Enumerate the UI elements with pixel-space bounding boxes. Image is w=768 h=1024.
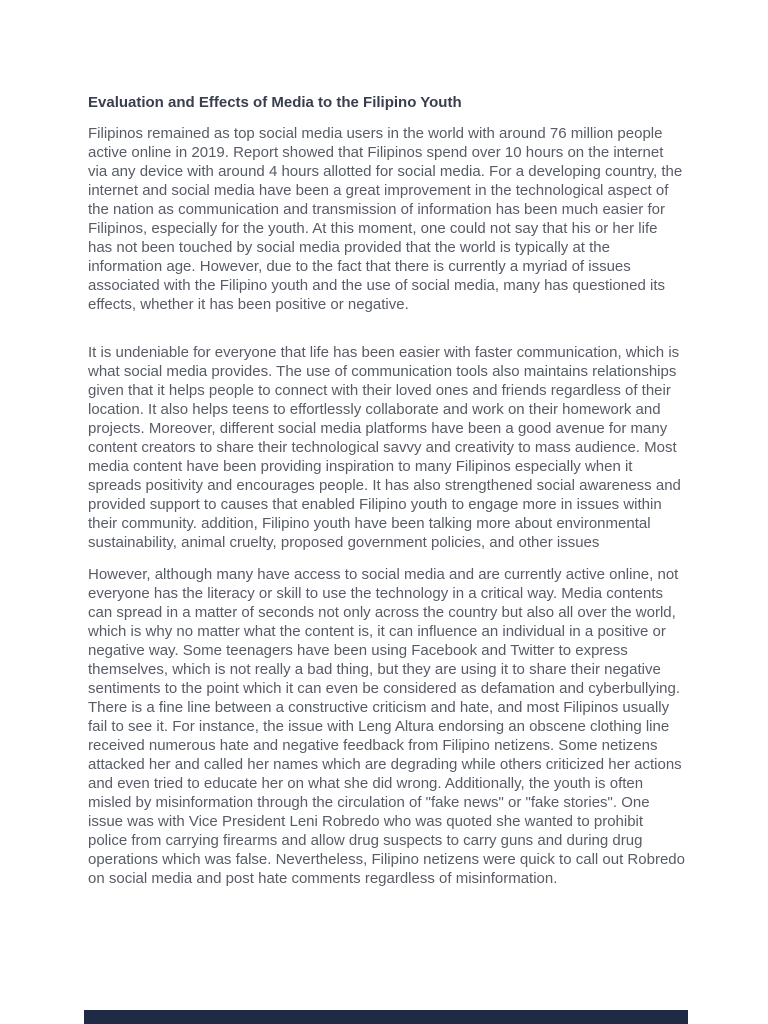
document-content xyxy=(88,93,685,901)
bottom-bar xyxy=(84,1010,688,1024)
paragraph-3: However, although many have access to social media and are currently active online, not everyone has the literacy or skill to use the technology in a critical way. Media contents can spread in a matter of seconds not only across the country but also all over the world, which is why no matter what the content is, it can influence an individual in a positive or negative way. Some teenagers have been using Facebook and Twitter to express themselves, which is not really a bad thing, but they are using it to share their negative sentiments to the point which it can even be considered as defamation and cyberbullying. There is a fine line between a constructive criticism and hate, and most Filipinos usually fail to see it. For instance, the issue with Leng Altura endorsing an obscene clothing line received numerous hate and negative feedback from Filipino netizens. Some netizens attacked her and called her names which are degrading while others criticized her actions and even tried to educate her on what she did wrong. Additionally, the youth is often misled by misinformation through the circulation of "fake news" or "fake stories". One issue was with Vice President Leni Robredo who was quoted she wanted to prohibit police from carrying firearms and allow drug suspects to carry guns and during drug operations which was false. Nevertheless, Filipino netizens were quick to call out Robredo on social media and post hate comments regardless of misinformation. xyxy=(88,566,685,887)
paragraph-2: It is undeniable for everyone that life has been easier with faster communication, which is what social media provides. The use of communication tools also maintains relationships given that it helps people to connect with their loved ones and friends regardless of their location. It also helps teens to effortlessly collaborate and work on their homework and projects. Moreover, different social media platforms have been a good avenue for many content creators to share their technological savvy and creativity to mass audience. Most media content have been providing inspiration to many Filipinos especially when it spreads positivity and encourages people. It has also strengthened social awareness and provided support to causes that enabled Filipino youth to engage more in issues within their community. addition, Filipino youth have been talking more about environmental sustainability, animal cruelty, proposed government policies, and other issues xyxy=(88,344,681,551)
paragraph-1: Filipinos remained as top social media users in the world with around 76 million people active online in 2019. Report showed that Filipinos spend over 10 hours on the internet via any device with around 4 hours allotted for social media. For a developing country, the internet and social media have been a great improvement in the technological aspect of the nation as communication and transmission of information has been much easier for Filipinos, especially for the youth. At this moment, one could not say that his or her life has not been touched by social media provided that the world is typically at the information age. However, due to the fact that there is currently a myriad of issues associated with the Filipino youth and the use of social media, many has questioned its effects, whether it has been positive or negative. xyxy=(88,125,683,313)
document-title: Evaluation and Effects of Media to the Filipino Youth xyxy=(88,94,462,111)
